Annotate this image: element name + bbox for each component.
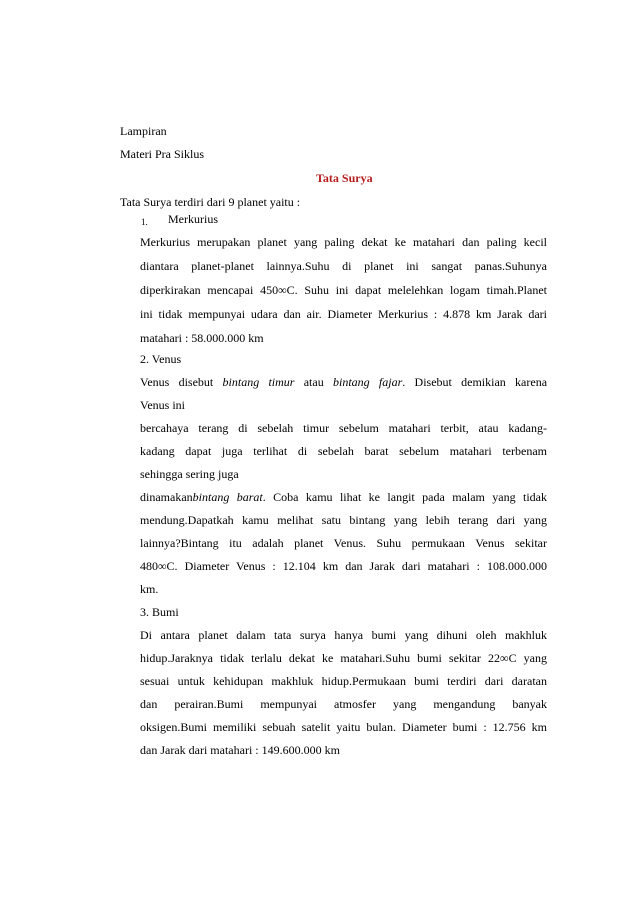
venus-line-10: km. bbox=[140, 582, 159, 596]
venus-line-1-a: Venus disebut bbox=[140, 375, 214, 389]
bumi-line-6: dan Jarak dari matahari : 149.600.000 km bbox=[140, 743, 340, 757]
merkurius-heading: Merkurius bbox=[168, 212, 218, 226]
venus-bintang-barat: bintang barat bbox=[192, 490, 263, 504]
bumi-heading: 3. Bumi bbox=[140, 605, 179, 619]
merkurius-line-4: ini tidak mempunyai udara dan air. Diameter Merkurius : 4.878 km Jarak dari bbox=[140, 307, 547, 321]
venus-line-9: 480∞C. Diameter Venus : 12.104 km dan Jarak dari matahari : 108.000.000 bbox=[140, 559, 547, 573]
venus-line-7: mendung.Dapatkah kamu melihat satu bintang yang lebih terang dari yang bbox=[140, 513, 547, 527]
venus-line-4: kadang dapat juga terlihat di sebelah barat sebelum matahari terbenam bbox=[140, 444, 547, 458]
merkurius-line-3: diperkirakan mencapai 450∞C. Suhu ini dapat melelehkan logam timah.Planet bbox=[140, 283, 547, 297]
bumi-line-3: sesuai untuk kehidupan makhluk hidup.Permukaan bumi terdiri dari daratan bbox=[140, 674, 547, 688]
venus-line-2: Venus ini bbox=[140, 398, 185, 412]
materi-label: Materi Pra Siklus bbox=[120, 147, 204, 161]
page-title: Tata Surya bbox=[316, 171, 373, 185]
venus-line-5: sehingga sering juga bbox=[140, 467, 239, 481]
merkurius-line-2: diantara planet-planet lainnya.Suhu di planet ini sangat panas.Suhunya bbox=[140, 259, 547, 273]
bumi-line-5: oksigen.Bumi memiliki sebuah satelit yaitu bulan. Diameter bumi : 12.756 km bbox=[140, 720, 547, 734]
venus-line-3: bercahaya terang di sebelah timur sebelum matahari terbit, atau kadang- bbox=[140, 421, 547, 435]
merkurius-line-5: matahari : 58.000.000 km bbox=[140, 331, 264, 345]
venus-line-1-b: atau bbox=[303, 375, 324, 389]
venus-heading: 2. Venus bbox=[140, 352, 182, 366]
venus-bintang-fajar: bintang fajar bbox=[333, 375, 403, 389]
venus-line-1-c: . Disebut demikian karena bbox=[402, 375, 548, 389]
lampiran-label: Lampiran bbox=[120, 124, 167, 138]
merkurius-number: 1. bbox=[141, 217, 148, 227]
venus-line-6-b: . Coba kamu lihat ke langit pada malam yang tidak bbox=[262, 490, 547, 504]
venus-line-6-a: dinamakan bbox=[140, 490, 193, 504]
bumi-line-1: Di antara planet dalam tata surya hanya bumi yang dihuni oleh makhluk bbox=[140, 628, 547, 642]
bumi-line-4: dan perairan.Bumi mempunyai atmosfer yang mengandung banyak bbox=[140, 697, 547, 711]
merkurius-line-1: Merkurius merupakan planet yang paling dekat ke matahari dan paling kecil bbox=[140, 235, 547, 249]
venus-bintang-timur: bintang timur bbox=[222, 375, 295, 389]
bumi-line-2: hidup.Jaraknya tidak terlalu dekat ke matahari.Suhu bumi sekitar 22∞C yang bbox=[140, 651, 547, 665]
venus-line-8: lainnya?Bintang itu adalah planet Venus. Suhu permukaan Venus sekitar bbox=[140, 536, 547, 550]
venus-line-6 bbox=[140, 489, 547, 505]
intro-text: Tata Surya terdiri dari 9 planet yaitu : bbox=[120, 195, 301, 209]
venus-line-1 bbox=[140, 374, 547, 390]
